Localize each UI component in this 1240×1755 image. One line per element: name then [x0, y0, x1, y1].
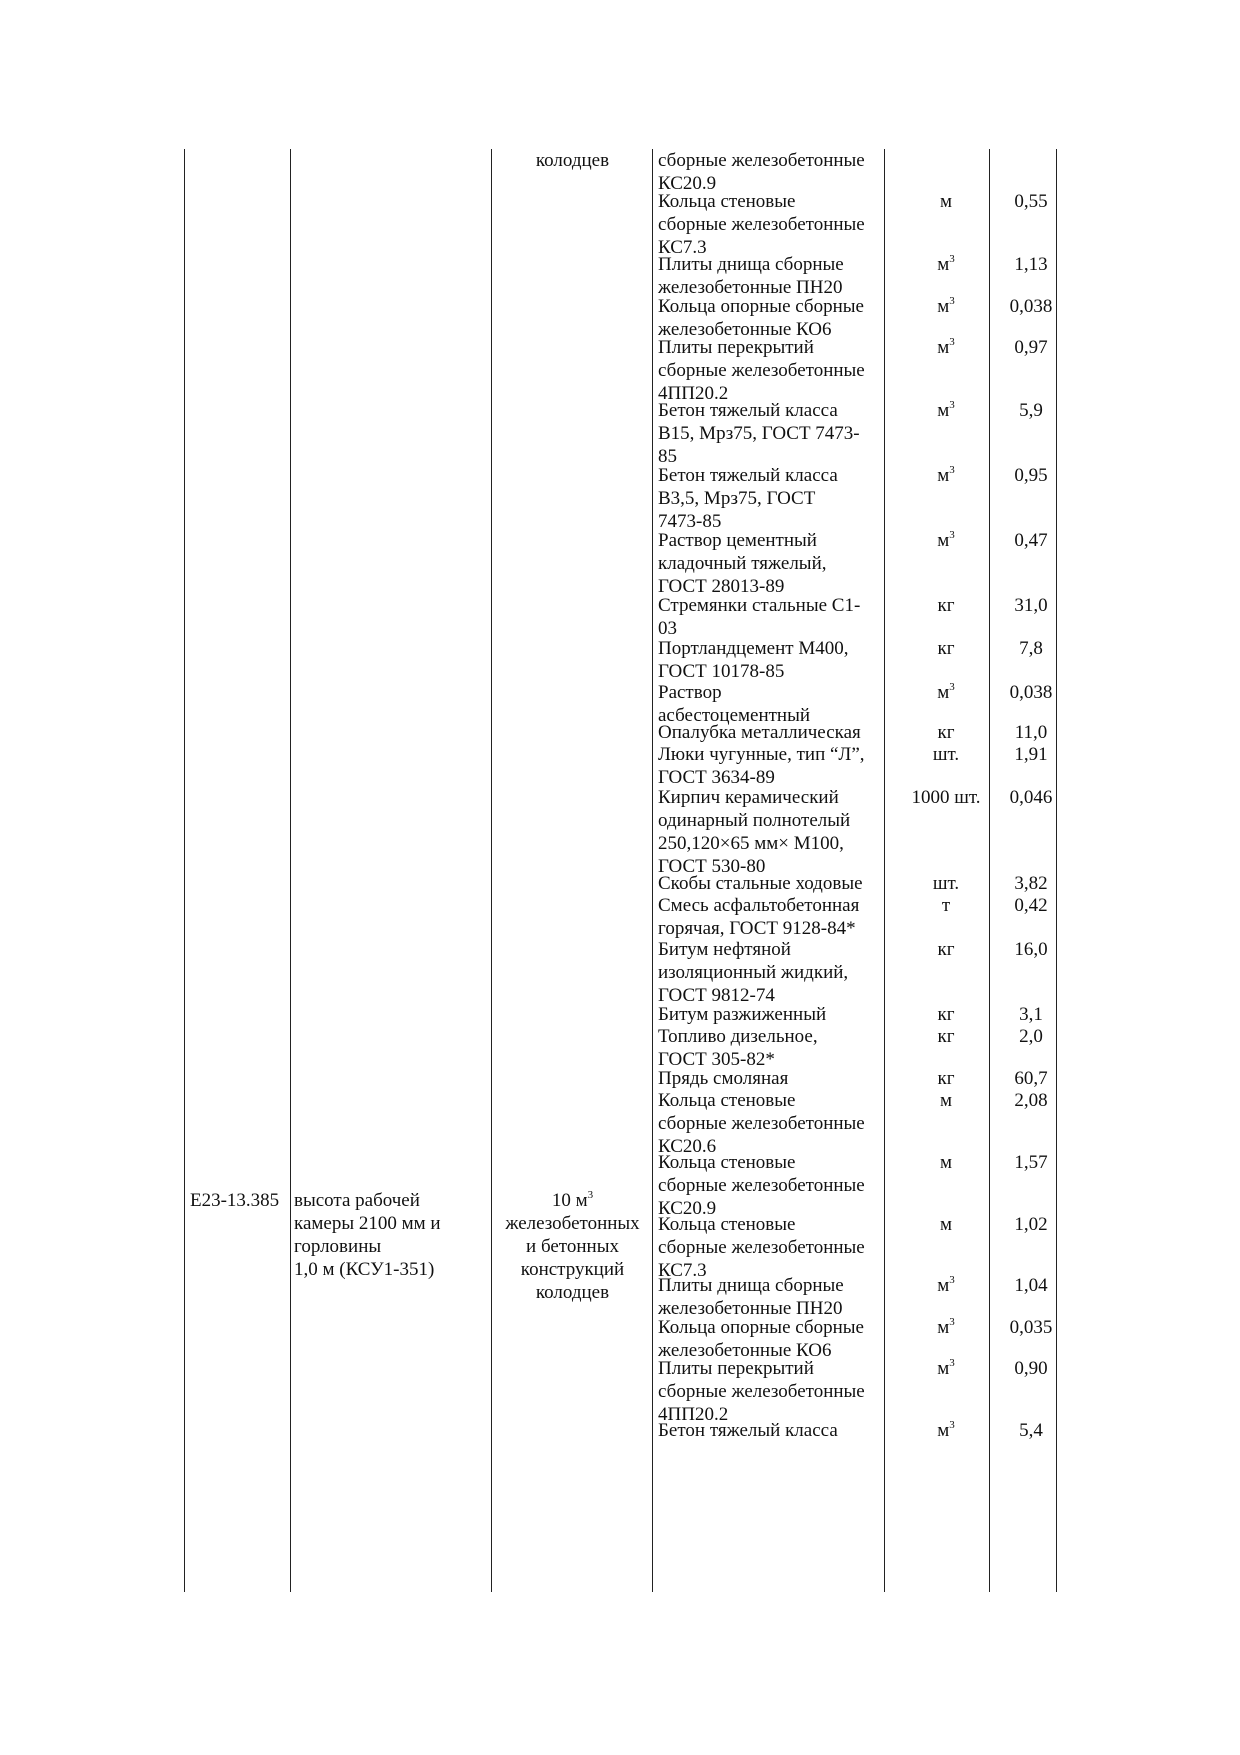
material-name-line: Прядь смоляная: [658, 1068, 789, 1089]
material-unit: м: [937, 254, 950, 275]
material-unit: шт.: [932, 744, 960, 765]
measure-unit-cell: [496, 149, 649, 172]
measure-line: [496, 1189, 649, 1212]
material-unit: м: [937, 1358, 950, 1379]
material-quantity-cell: [1000, 529, 1062, 552]
material-quantity: 0,046: [1009, 787, 1053, 808]
material-name-line: ГОСТ 530-80: [658, 856, 766, 877]
material-name-line: Бетон тяжелый класса: [658, 1420, 838, 1441]
material-name-line: железобетонные КО6: [658, 1340, 832, 1361]
material-quantity-cell: [1000, 1003, 1062, 1026]
material-name-line: асбестоцементный: [658, 705, 811, 726]
material-unit-cell: [894, 1274, 998, 1297]
material-name-line: Кольца стеновые: [658, 1090, 796, 1111]
material-unit-cell: [894, 743, 998, 766]
material-name-line: КС20.6: [658, 1136, 717, 1157]
material-name-line: Кольца стеновые: [658, 1152, 796, 1173]
material-name-line: Кирпич керамический: [658, 787, 839, 808]
material-unit: кг: [937, 638, 955, 659]
material-name-line: сборные железобетонные: [658, 150, 865, 171]
material-unit: кг: [937, 595, 955, 616]
material-quantity-cell: [1000, 1316, 1062, 1339]
material-quantity: 0,55: [1014, 191, 1048, 212]
measure-line: конструкций: [520, 1259, 625, 1280]
material-quantity: 0,038: [1009, 296, 1053, 317]
unit-superscript: 3: [949, 253, 955, 265]
material-name-line: 03: [658, 618, 677, 639]
material-unit-cell: [894, 464, 998, 487]
material-name-line: сборные железобетонные: [658, 1175, 865, 1196]
material-unit-cell: [894, 721, 998, 744]
material-quantity-cell: [1000, 721, 1062, 744]
material-name-line: сборные железобетонные: [658, 360, 865, 381]
material-name-cell: [658, 190, 890, 259]
material-quantity: 3,1: [1019, 1004, 1043, 1025]
material-unit: кг: [937, 939, 955, 960]
material-quantity-cell: [1000, 399, 1062, 422]
material-name-line: КС20.9: [658, 1198, 717, 1219]
material-quantity: 1,91: [1014, 744, 1048, 765]
unit-superscript: 3: [949, 336, 955, 348]
unit-superscript: 3: [949, 529, 955, 541]
material-unit-cell: [894, 253, 998, 276]
material-quantity-cell: [1000, 1089, 1062, 1112]
unit-superscript: 3: [949, 1357, 955, 1369]
measure-line: колодцев: [535, 150, 610, 171]
description-line: 1,0 м (КСУ1-351): [294, 1259, 435, 1280]
material-name-line: сборные железобетонные: [658, 1237, 865, 1258]
material-name-line: ГОСТ 10178-85: [658, 661, 785, 682]
material-unit: т: [941, 895, 951, 916]
unit-superscript: 3: [949, 399, 955, 411]
material-name-line: 4ПП20.2: [658, 383, 729, 404]
material-name-line: железобетонные ПН20: [658, 1298, 843, 1319]
material-quantity-cell: [1000, 681, 1062, 704]
material-quantity-cell: [1000, 1213, 1062, 1236]
material-name-line: Плиты перекрытий: [658, 1358, 814, 1379]
material-name-line: изоляционный жидкий,: [658, 962, 849, 983]
material-quantity: 1,04: [1014, 1275, 1048, 1296]
material-unit-cell: [894, 190, 998, 213]
material-unit-cell: [894, 1213, 998, 1236]
material-quantity-cell: [1000, 190, 1062, 213]
material-name-cell: [658, 1274, 890, 1320]
material-quantity: 2,08: [1014, 1090, 1048, 1111]
material-name-line: Кольца стеновые: [658, 191, 796, 212]
unit-superscript: 3: [949, 464, 955, 476]
material-name-line: ГОСТ 28013-89: [658, 576, 785, 597]
material-name-cell: [658, 1003, 890, 1026]
material-unit-cell: [894, 1003, 998, 1026]
material-quantity-cell: [1000, 637, 1062, 660]
measure-line: колодцев: [535, 1282, 610, 1303]
material-name-line: железобетонные ПН20: [658, 277, 843, 298]
material-quantity-cell: [1000, 1025, 1062, 1048]
material-quantity-cell: [1000, 1357, 1062, 1380]
material-name-line: Кольца опорные сборные: [658, 296, 864, 317]
material-unit: кг: [937, 1068, 955, 1089]
unit-superscript: 3: [949, 1316, 955, 1328]
material-quantity: 2,0: [1019, 1026, 1043, 1047]
material-name-cell: [658, 529, 890, 598]
material-name-line: КС7.3: [658, 1260, 707, 1281]
material-quantity: 1,02: [1014, 1214, 1048, 1235]
material-unit-cell: [894, 1357, 998, 1380]
material-quantity-cell: [1000, 1151, 1062, 1174]
material-unit: м: [937, 465, 950, 486]
material-unit: м: [937, 682, 950, 703]
material-name-line: Раствор цементный: [658, 530, 817, 551]
material-name-cell: [658, 1316, 890, 1362]
norm-code: Е23-13.385: [190, 1190, 280, 1211]
material-quantity-cell: [1000, 1419, 1062, 1442]
material-name-line: 250,120×65 мм× М100,: [658, 833, 844, 854]
material-unit-cell: [894, 594, 998, 617]
material-name-line: сборные железобетонные: [658, 1113, 865, 1134]
material-name-cell: [658, 1213, 890, 1282]
material-name-line: Люки чугунные, тип “Л”,: [658, 744, 865, 765]
material-name-cell: [658, 872, 890, 895]
material-unit-cell: [894, 1067, 998, 1090]
material-unit: м: [937, 1275, 950, 1296]
material-unit: кг: [937, 722, 955, 743]
material-name-line: Портландцемент М400,: [658, 638, 849, 659]
material-name-line: Битум разжиженный: [658, 1004, 827, 1025]
material-name-line: одинарный полнотелый: [658, 810, 851, 831]
material-unit-cell: [894, 1316, 998, 1339]
material-name-line: Смесь асфальтобетонная: [658, 895, 860, 916]
material-unit: м: [939, 1090, 953, 1111]
material-name-line: сборные железобетонные: [658, 1381, 865, 1402]
material-quantity-cell: [1000, 872, 1062, 895]
measure-superscript: 3: [587, 1189, 594, 1201]
material-name-cell: [658, 253, 890, 299]
material-quantity: 11,0: [1014, 722, 1048, 743]
material-unit-cell: [894, 681, 998, 704]
material-unit: м: [939, 1214, 953, 1235]
material-unit-cell: [894, 1089, 998, 1112]
material-name-cell: [658, 336, 890, 405]
material-quantity: 60,7: [1014, 1068, 1048, 1089]
material-unit-cell: [894, 872, 998, 895]
material-unit: м: [939, 1152, 953, 1173]
material-name-line: В15, Мрз75, ГОСТ 7473-: [658, 423, 860, 444]
material-quantity: 31,0: [1014, 595, 1048, 616]
material-quantity: 1,57: [1014, 1152, 1048, 1173]
material-quantity-cell: [1000, 1067, 1062, 1090]
material-name-cell: [658, 149, 890, 195]
material-quantity-cell: [1000, 1274, 1062, 1297]
material-name-cell: [658, 786, 890, 878]
material-name-cell: [658, 399, 890, 468]
material-quantity: 16,0: [1014, 939, 1048, 960]
material-name-cell: [658, 464, 890, 533]
norm-description-cell: [294, 1189, 494, 1281]
description-line: высота рабочей: [294, 1190, 420, 1211]
material-unit: кг: [937, 1004, 955, 1025]
material-unit-cell: [894, 894, 998, 917]
measure-line-text: 10 м: [551, 1190, 588, 1211]
material-quantity: 5,4: [1019, 1420, 1043, 1441]
material-name-cell: [658, 1419, 890, 1442]
material-quantity: 3,82: [1014, 873, 1048, 894]
material-name-cell: [658, 1025, 890, 1071]
material-name-cell: [658, 1151, 890, 1220]
material-quantity-cell: [1000, 336, 1062, 359]
material-name-line: Стремянки стальные С1-: [658, 595, 861, 616]
material-quantity: 0,97: [1014, 337, 1048, 358]
material-quantity-cell: [1000, 894, 1062, 917]
material-name-line: Плиты днища сборные: [658, 1275, 844, 1296]
material-name-cell: [658, 894, 890, 940]
material-unit: кг: [937, 1026, 955, 1047]
material-unit: м: [937, 1317, 950, 1338]
material-quantity: 0,95: [1014, 465, 1048, 486]
material-name-line: Скобы стальные ходовые: [658, 873, 863, 894]
material-name-cell: [658, 1067, 890, 1090]
material-unit-cell: [894, 336, 998, 359]
material-unit: м: [939, 191, 953, 212]
measure-line: и бетонных: [526, 1236, 619, 1257]
material-name-line: Топливо дизельное,: [658, 1026, 818, 1047]
material-quantity-cell: [1000, 594, 1062, 617]
material-quantity: 0,038: [1009, 682, 1053, 703]
material-quantity-cell: [1000, 786, 1062, 809]
material-name-line: КС7.3: [658, 237, 707, 258]
material-name-line: ГОСТ 3634-89: [658, 767, 775, 788]
norm-code-cell: [190, 1189, 290, 1212]
material-name-line: железобетонные КО6: [658, 319, 832, 340]
material-name-cell: [658, 938, 890, 1007]
material-quantity-cell: [1000, 253, 1062, 276]
description-line: камеры 2100 мм и: [294, 1213, 441, 1234]
material-unit-cell: [894, 637, 998, 660]
material-name-line: Кольца стеновые: [658, 1214, 796, 1235]
unit-superscript: 3: [949, 295, 955, 307]
description-line: горловины: [294, 1236, 382, 1257]
material-name-cell: [658, 637, 890, 683]
material-unit: шт.: [932, 873, 960, 894]
material-name-line: В3,5, Мрз75, ГОСТ: [658, 488, 816, 509]
material-unit-cell: [894, 786, 998, 809]
material-unit: 1000 шт.: [911, 787, 981, 808]
material-name-cell: [658, 295, 890, 341]
material-quantity: 0,035: [1009, 1317, 1053, 1338]
material-name-line: 85: [658, 446, 677, 467]
measure-line: железобетонных: [505, 1213, 640, 1234]
material-unit-cell: [894, 529, 998, 552]
material-quantity-cell: [1000, 295, 1062, 318]
material-name-line: Плиты днища сборные: [658, 254, 844, 275]
material-name-line: Плиты перекрытий: [658, 337, 814, 358]
material-unit-cell: [894, 1025, 998, 1048]
material-quantity: 7,8: [1019, 638, 1043, 659]
material-unit: м: [937, 296, 950, 317]
material-name-line: Кольца опорные сборные: [658, 1317, 864, 1338]
material-name-line: Битум нефтяной: [658, 939, 791, 960]
material-quantity: 1,13: [1014, 254, 1048, 275]
material-name-cell: [658, 721, 890, 744]
material-unit: м: [937, 1420, 950, 1441]
material-name-line: сборные железобетонные: [658, 214, 865, 235]
material-unit: м: [937, 530, 950, 551]
material-name-line: ГОСТ 305-82*: [658, 1049, 775, 1070]
material-name-line: Бетон тяжелый класса: [658, 400, 838, 421]
material-name-cell: [658, 743, 890, 789]
material-unit-cell: [894, 399, 998, 422]
material-unit: м: [937, 337, 950, 358]
material-unit-cell: [894, 295, 998, 318]
material-unit-cell: [894, 938, 998, 961]
unit-superscript: 3: [949, 681, 955, 693]
material-name-line: Бетон тяжелый класса: [658, 465, 838, 486]
material-quantity: 0,90: [1014, 1358, 1048, 1379]
material-name-line: КС20.9: [658, 173, 717, 194]
measure-unit-cell: [496, 1189, 649, 1304]
material-unit-cell: [894, 1151, 998, 1174]
material-quantity-cell: [1000, 743, 1062, 766]
material-name-cell: [658, 1357, 890, 1426]
material-quantity: 0,42: [1014, 895, 1048, 916]
material-quantity: 0,47: [1014, 530, 1048, 551]
material-name-cell: [658, 1089, 890, 1158]
material-name-line: 7473-85: [658, 511, 722, 532]
material-name-cell: [658, 594, 890, 640]
material-quantity-cell: [1000, 938, 1062, 961]
norms-table: [184, 149, 1057, 1592]
material-quantity-cell: [1000, 464, 1062, 487]
unit-superscript: 3: [949, 1419, 955, 1431]
material-name-line: Раствор: [658, 682, 722, 703]
material-name-line: Опалубка металлическая: [658, 722, 861, 743]
unit-superscript: 3: [949, 1274, 955, 1286]
material-name-line: 4ПП20.2: [658, 1404, 729, 1425]
material-name-line: ГОСТ 9812-74: [658, 985, 775, 1006]
material-name-line: горячая, ГОСТ 9128-84*: [658, 918, 856, 939]
material-name-line: кладочный тяжелый,: [658, 553, 827, 574]
material-quantity: 5,9: [1019, 400, 1043, 421]
material-unit: м: [937, 400, 950, 421]
material-unit-cell: [894, 1419, 998, 1442]
